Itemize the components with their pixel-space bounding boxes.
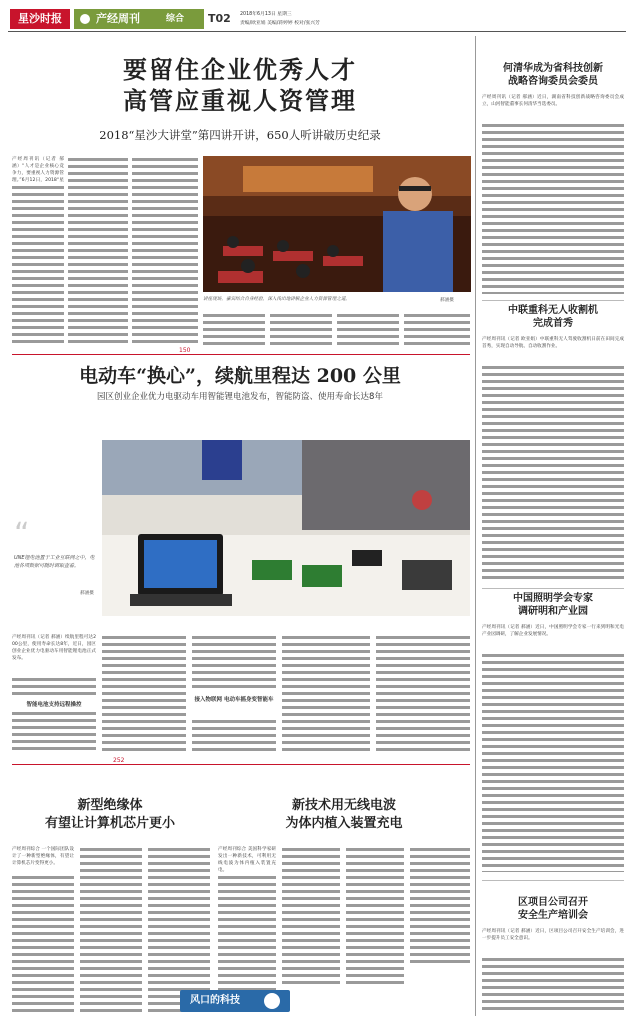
ev-subheadline: 园区创业企业优力电驱动车用智能锂电池发布，智能防盗、使用寿命长达8年 — [97, 392, 383, 402]
section-icon — [80, 14, 90, 24]
ev-subhead-1: 智能电池支持远程操控 — [26, 702, 82, 708]
right-story2-body: 产经周刊讯（记者 欧亚娟）中联重科无人驾驶收割机日前在田间完成首秀，实现自动导航、自动收割作业。 — [482, 337, 624, 349]
paper-name: 星沙时报 — [18, 12, 62, 25]
right-story2-headline-1: 中联重科无人收割机 — [508, 305, 598, 316]
ev-subhead-2: 接入物联网 电动车摇身变智能车 — [194, 697, 274, 703]
chip-body-col1 — [12, 874, 74, 1014]
lead-body-col4 — [203, 312, 265, 346]
lecture-scene-image — [203, 156, 471, 292]
ev-headline: 电动车“换心”，续航里程达 200 公里 — [79, 365, 401, 387]
paper-logo — [10, 9, 70, 29]
ev-body-col3b — [192, 718, 276, 752]
section-divider-1 — [12, 354, 470, 355]
lead-photo-credit: 郝涵摄 — [440, 298, 454, 303]
right-story1-headline-1: 何清华成为省科技创新 — [503, 63, 603, 74]
masthead-rule — [8, 31, 626, 32]
right-story2-body-lines — [482, 364, 624, 580]
divider-marker-2: 252 — [110, 757, 127, 764]
right-story2-headline-2: 完成首秀 — [533, 318, 573, 329]
ev-quote-mark: “ — [14, 517, 30, 552]
lead-subheadline: 2018“星沙大讲堂”第四讲开讲，650人听讲破历史纪录 — [99, 128, 381, 142]
science-box-icon — [264, 993, 280, 1009]
right-story3-body-lines — [482, 652, 624, 872]
lead-headline-2: 高管应重视人资管理 — [123, 86, 357, 115]
chip-headline-1: 新型绝缘体 — [77, 798, 143, 813]
wireless-headline-1: 新技术用无线电波 — [291, 798, 396, 813]
chip-body-col2 — [80, 846, 142, 1014]
right-story1-headline-2: 战略咨询委员会委员 — [508, 76, 598, 87]
right-story4-body-lines — [482, 956, 624, 1014]
lead-body-col2 — [68, 156, 128, 346]
lead-body-intro: 产经周刊讯（记者 郝涵）“人才是企业核心竞争力，要重视人力资源管理。”6月12日，2018“星 — [12, 157, 64, 183]
wireless-body-col4 — [410, 846, 470, 966]
chip-body-intro: 产经周刊综合 一个国际团队设计了一种新型绝缘体，有望让计算机芯片变得更小。 — [12, 847, 74, 866]
wireless-body-intro: 产经周刊综合 美国科学家研发出一种新技术，可利用无线电波为体内植入装置充电。 — [218, 847, 276, 873]
ev-body-intro: 产经周刊讯（记者 郝涵）续航里程可达200公里，使用寿命长达8年，近日，园区创业企业优力电驱动车用智能锂电池正式发布。 — [12, 635, 96, 661]
chip-headline-2: 有望让计算机芯片更小 — [44, 816, 175, 831]
section-title: 产经周刊 — [96, 12, 140, 25]
lead-body-col1 — [12, 184, 64, 346]
right-story1-body-lines — [482, 122, 624, 294]
sub-section: 综合 — [166, 14, 185, 24]
right-story3-headline-2: 调研明和产业园 — [518, 606, 588, 617]
right-divider-2 — [482, 588, 624, 589]
lead-body-col6 — [337, 312, 399, 346]
right-story3-body: 产经周刊讯（记者 郝涵）近日，中国照明学会专家一行来到明和光电产业园调研，了解企业发展情况。 — [482, 625, 624, 637]
masthead — [8, 8, 626, 30]
wireless-body-col2 — [282, 846, 340, 986]
ev-body-col1b — [12, 710, 96, 752]
ev-body-col2 — [102, 634, 186, 752]
right-story4-body: 产经周刊讯（记者 郝涵）近日，区项目公司召开安全生产培训会，进一步提升员工安全意识。 — [482, 929, 624, 941]
science-box-label: 风口的科技 — [190, 995, 240, 1006]
right-divider-3 — [482, 880, 624, 881]
column-divider — [475, 36, 476, 1016]
section-divider-2 — [12, 764, 470, 765]
right-story4-headline-2: 安全生产培训会 — [518, 910, 588, 921]
lead-body-col5 — [270, 312, 332, 346]
ev-body-col3 — [192, 634, 276, 688]
right-story4-headline-1: 区项目公司召开 — [518, 897, 588, 908]
right-story1-body: 产经周刊讯（记者 郝涵）近日，湖南省科技创新战略咨询委员会成立，山河智能董事长何清华当选委员。 — [482, 95, 624, 107]
section-banner — [74, 9, 204, 29]
science-box — [180, 990, 290, 1012]
wireless-headline-2: 为体内植入装置充电 — [285, 816, 403, 831]
lead-body-col3 — [132, 156, 198, 346]
wireless-body-col3 — [346, 846, 404, 986]
page-number: T02 — [208, 12, 231, 25]
divider-marker-1: 150 — [176, 347, 193, 354]
ev-body-col4 — [282, 634, 370, 752]
right-divider-1 — [482, 300, 624, 301]
ev-photo — [102, 440, 470, 616]
editor-credits: 责编/欧亚娟 美编/蒋婷婷 校对/张兴芳 — [240, 21, 320, 26]
lead-photo — [203, 156, 471, 292]
lead-headline-1: 要留住企业优秀人才 — [123, 55, 357, 84]
lead-body-col7 — [404, 312, 470, 346]
chip-body-col3 — [148, 846, 210, 1014]
right-story3-headline-1: 中国照明学会专家 — [513, 593, 593, 604]
lead-photo-caption: 讲座现场，嘉宾结合自身经验，深入浅出地讲解企业人力资源管理之道。 — [203, 297, 351, 302]
ev-side-credit: 郝涵摄 — [80, 591, 94, 596]
battery-display-image — [102, 440, 470, 616]
ev-side-quote: UNE锂电池置于工业互联网之中，电池各项数据可随时调取查看。 — [14, 555, 95, 569]
ev-body-col5 — [376, 634, 470, 752]
ev-body-col1 — [12, 676, 96, 698]
issue-date: 2018年6月13日 星期三 — [240, 12, 292, 17]
